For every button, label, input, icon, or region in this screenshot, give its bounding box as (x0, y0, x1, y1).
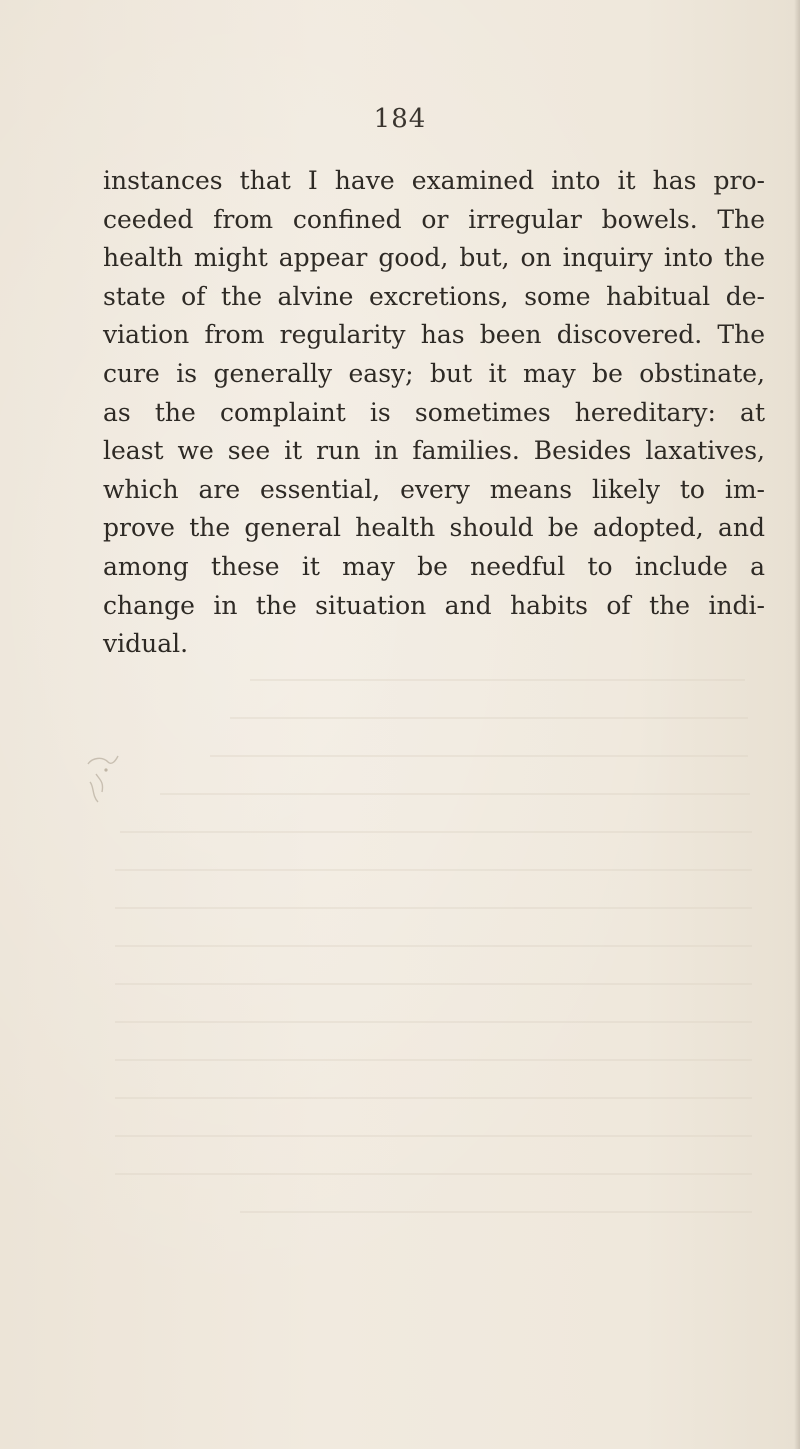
text-line: state of the alvine excretions, some habitual de- (103, 281, 765, 311)
paper-stain-mark (82, 752, 122, 807)
text-line: as the complaint is sometimes hereditary: at (103, 397, 765, 427)
text-line: ceeded from confined or irregular bowels. The (103, 204, 765, 234)
text-line: instances that I have examined into it has pro- (103, 166, 765, 195)
page-number: 184 (373, 104, 427, 134)
text-line: among these it may be needful to include a (103, 551, 765, 581)
text-line: least we see it run in families. Besides laxatives, (103, 436, 765, 466)
text-line: viation from regularity has been discovered. The (103, 320, 765, 350)
text-line: vidual. (103, 629, 189, 659)
text-line: which are essential, every means likely to im- (103, 474, 765, 504)
text-line: prove the general health should be adopted, and (103, 513, 765, 543)
text-line: change in the situation and habits of the indi- (103, 590, 765, 620)
text-line: health might appear good, but, on inquiry into the (103, 243, 765, 273)
page-edge-shadow (794, 0, 800, 1449)
body-paragraph (103, 162, 765, 664)
text-line: cure is generally easy; but it may be obstinate, (103, 358, 765, 388)
